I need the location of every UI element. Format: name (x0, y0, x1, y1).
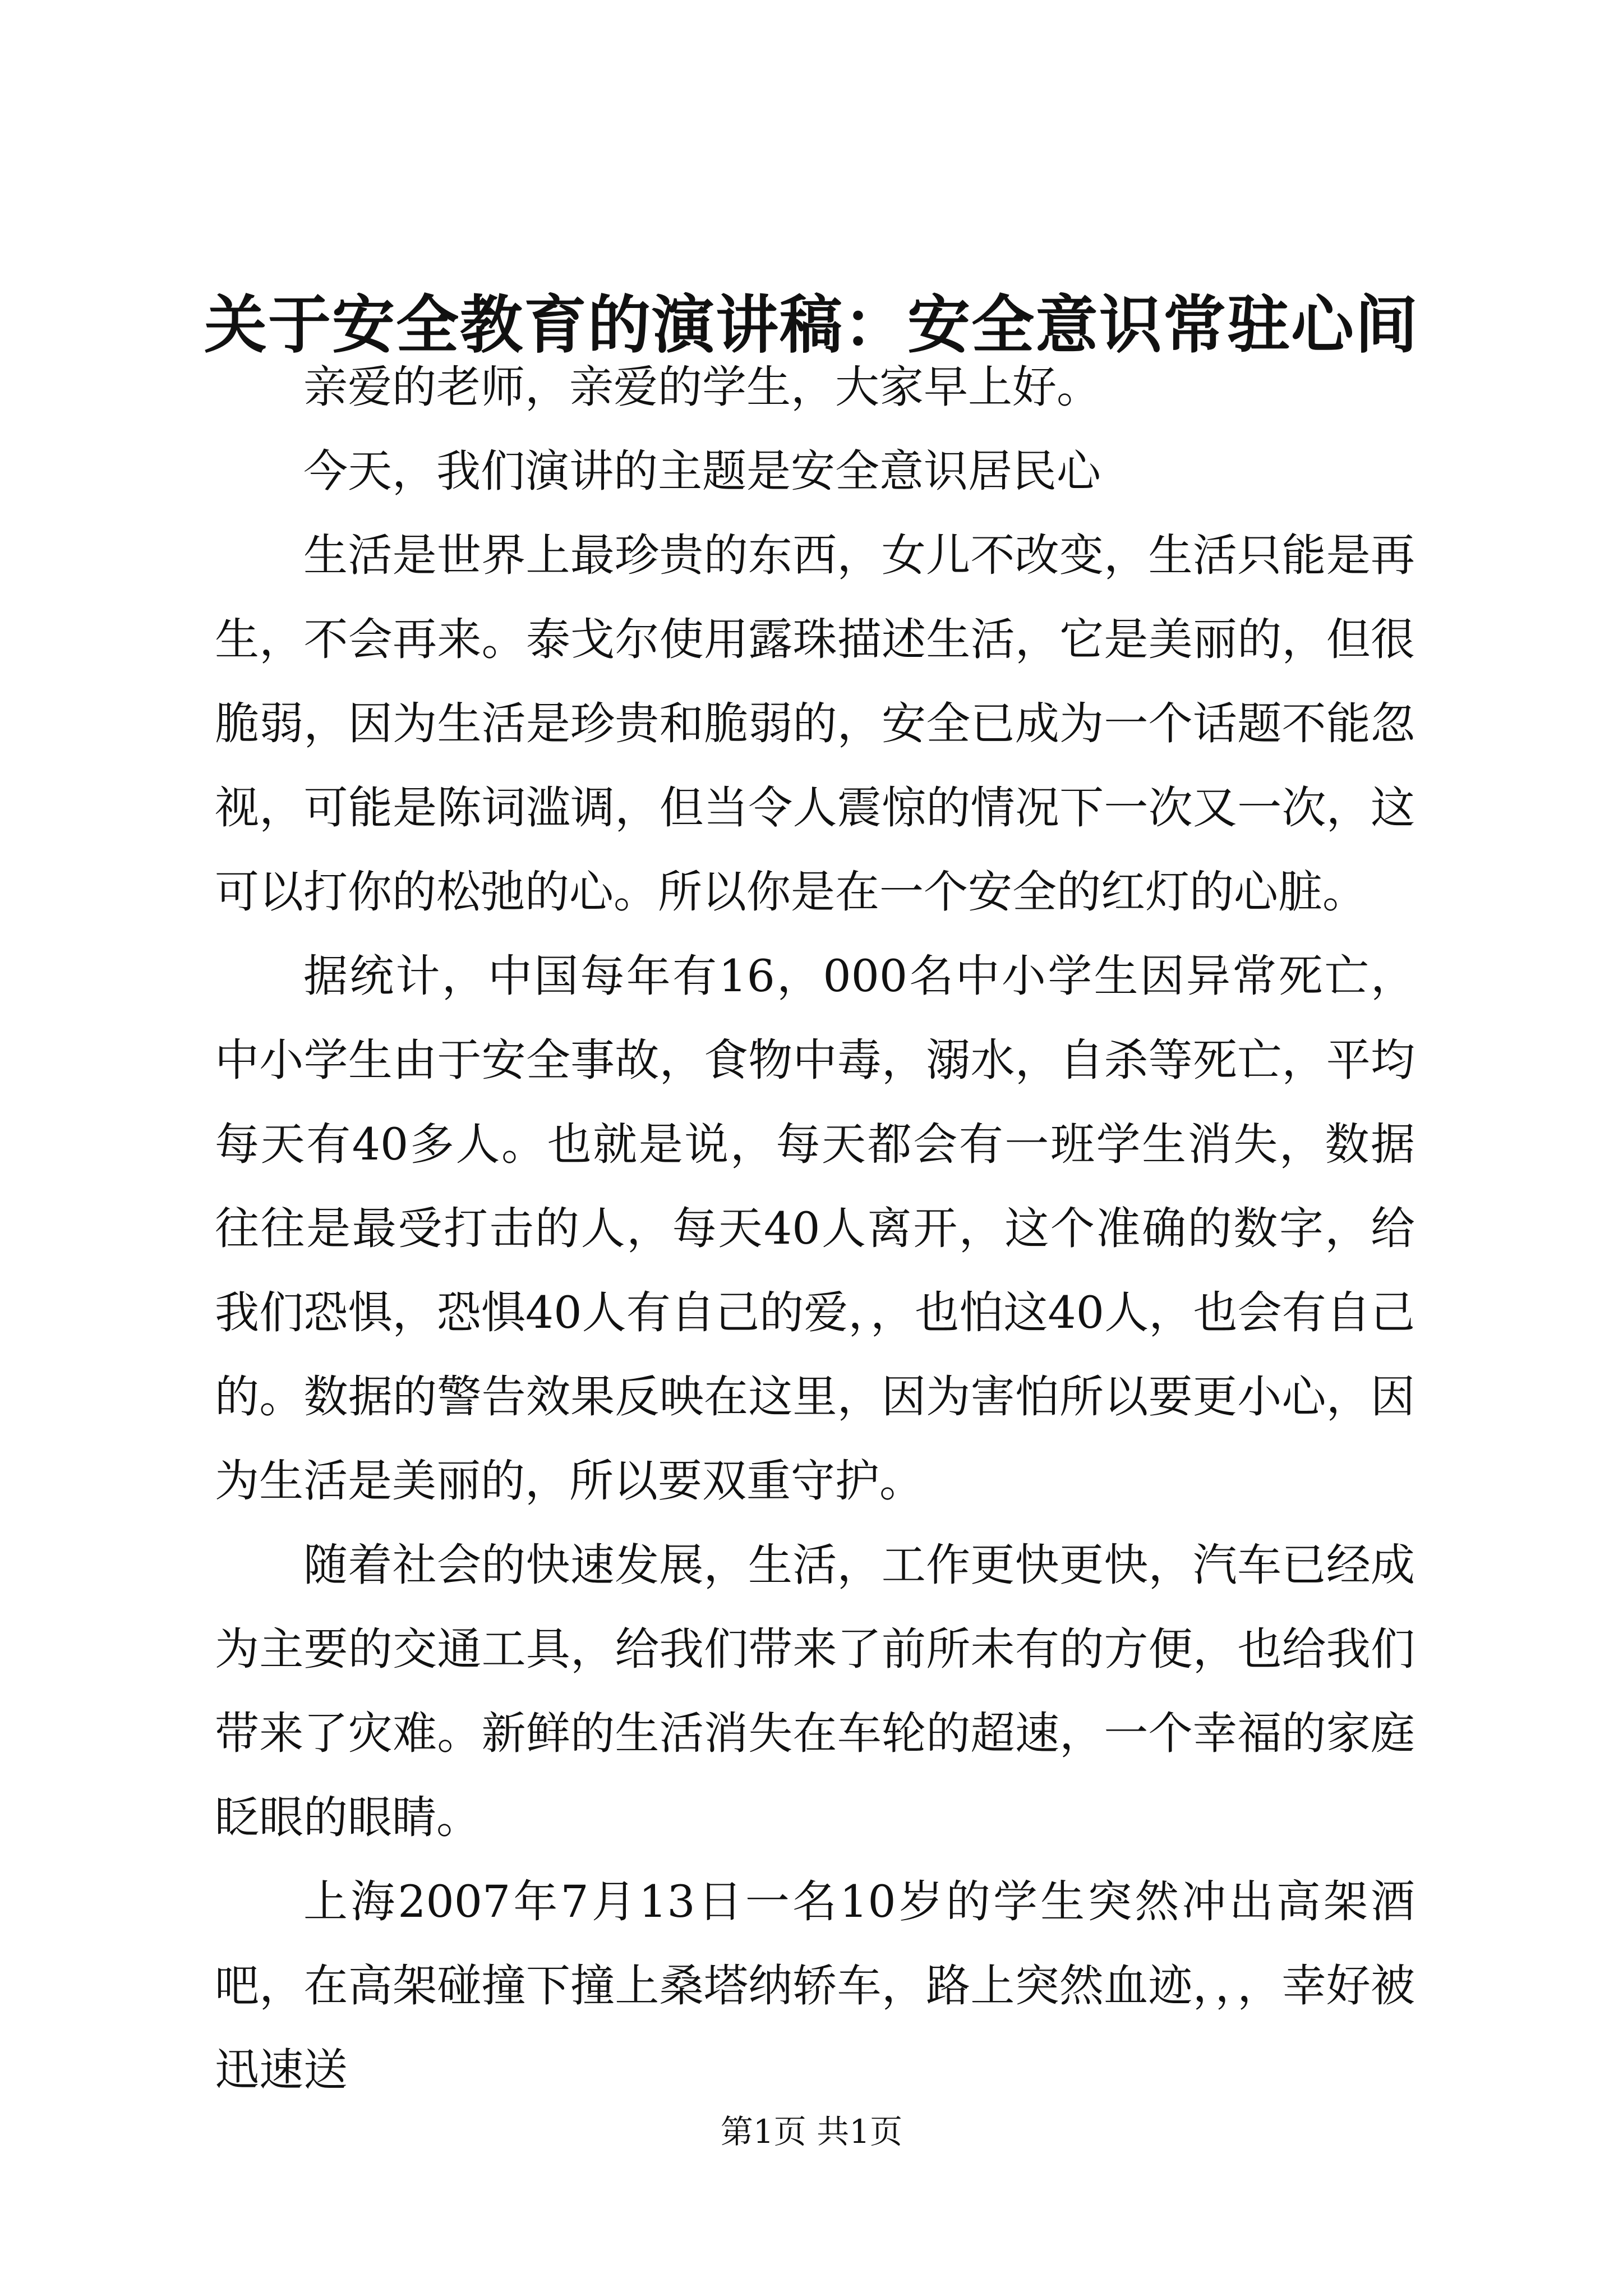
paragraph-shanghai-case: 上海2007年7月13日一名10岁的学生突然冲出高架酒吧，在高架碰撞下撞上桑塔纳轿车，路上突然血迹，，，幸好被迅速送 (215, 1876, 1415, 2096)
document-body (215, 345, 1415, 2112)
paragraph-life-value: 生活是世界上最珍贵的东西，女儿不改变，生活只能是再生，不会再来。泰戈尔使用露珠描述生活，它是美丽的，但很脆弱，因为生活是珍贵和脆弱的，安全已成为一个话题不能忽视，可能是陈词滥调，但当令人震惊的情况下一次又一次，这可以打你的松弛的心。所以你是在一个安全的红灯的心脏。 (215, 530, 1415, 918)
document-title: 关于安全教育的演讲稿：安全意识常驻心间 (204, 288, 1419, 362)
paragraph-traffic: 随着社会的快速发展，生活，工作更快更快，汽车已经成为主要的交通工具，给我们带来了前所未有的方便，也给我们带来了灾难。新鲜的生活消失在车轮的超速，一个幸福的家庭眨眼的眼睛。 (215, 1539, 1415, 1843)
paragraph-topic: 今天，我们演讲的主题是安全意识居民心 (303, 445, 1101, 497)
page-footer: 第1页 共1页 (720, 2113, 903, 2151)
paragraph-greeting: 亲爱的老师，亲爱的学生，大家早上好。 (303, 361, 1101, 413)
paragraph-statistics: 据统计，中国每年有16，000名中小学生因异常死亡，中小学生由于安全事故，食物中毒，溺水，自杀等死亡，平均每天有40多人。也就是说，每天都会有一班学生消失，数据往往是最受打击的人，每天40人离开，这个准确的数字，给我们恐惧，恐惧40人有自己的爱，，也怕这40人，也会有自己的。数据的警告效果反映在这里，因为害怕所以要更小心，因为生活是美丽的，所以要双重守护。 (215, 950, 1415, 1507)
